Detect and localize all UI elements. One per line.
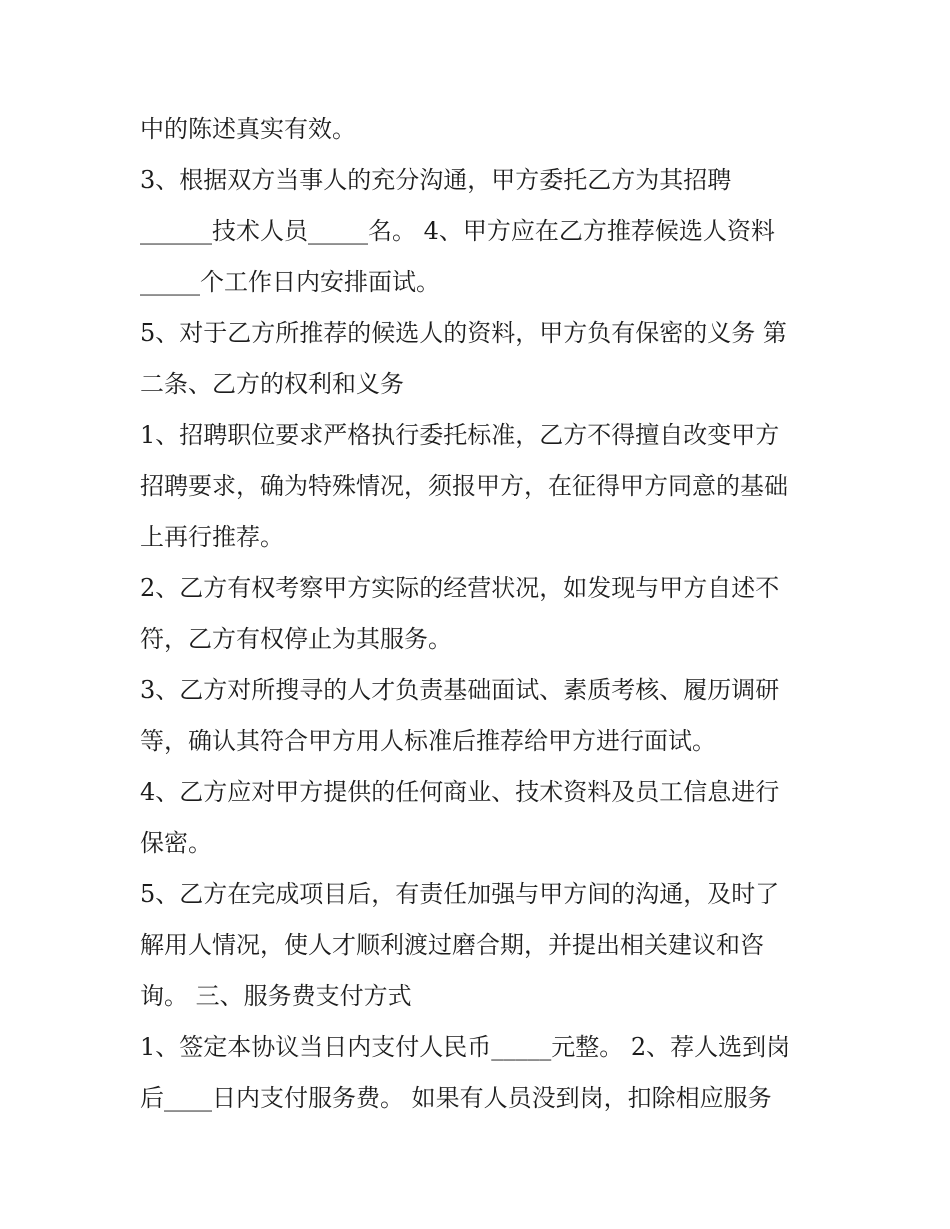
text-line: 上再行推荐。: [140, 523, 284, 551]
text-line: ______技术人员_____名。 4、甲方应在乙方推荐候选人资料: [140, 217, 775, 245]
text-line: 3、乙方对所搜寻的人才负责基础面试、素质考核、履历调研: [140, 676, 780, 704]
text-line: 招聘要求，确为特殊情况，须报甲方，在征得甲方同意的基础: [140, 472, 788, 500]
text-line: 后____日内支付服务费。 如果有人员没到岗，扣除相应服务: [140, 1084, 772, 1112]
text-line: _____个工作日内安排面试。: [140, 268, 440, 296]
text-line: 2、乙方有权考察甲方实际的经营状况，如发现与甲方自述不: [140, 574, 780, 602]
text-line: 5、乙方在完成项目后，有责任加强与甲方间的沟通，及时了: [140, 880, 780, 908]
text-line: 询。 三、服务费支付方式: [140, 982, 412, 1010]
text-line: 4、乙方应对甲方提供的任何商业、技术资料及员工信息进行: [140, 778, 780, 806]
text-line: 1、签定本协议当日内支付人民币_____元整。 2、荐人选到岗: [140, 1033, 791, 1061]
text-line: 保密。: [140, 829, 212, 857]
document-body: [140, 104, 830, 1124]
text-line: 1、招聘职位要求严格执行委托标准，乙方不得擅自改变甲方: [140, 421, 780, 449]
text-line: 5、对于乙方所推荐的候选人的资料，甲方负有保密的义务 第: [140, 319, 787, 347]
text-line: 解用人情况，使人才顺利渡过磨合期，并提出相关建议和咨: [140, 931, 764, 959]
text-line: 等，确认其符合甲方用人标准后推荐给甲方进行面试。: [140, 727, 716, 755]
text-line: 中的陈述真实有效。: [140, 115, 356, 143]
text-line: 符，乙方有权停止为其服务。: [140, 625, 452, 653]
text-line: 二条、乙方的权利和义务: [140, 370, 404, 398]
text-line: 3、根据双方当事人的充分沟通，甲方委托乙方为其招聘: [140, 166, 732, 194]
